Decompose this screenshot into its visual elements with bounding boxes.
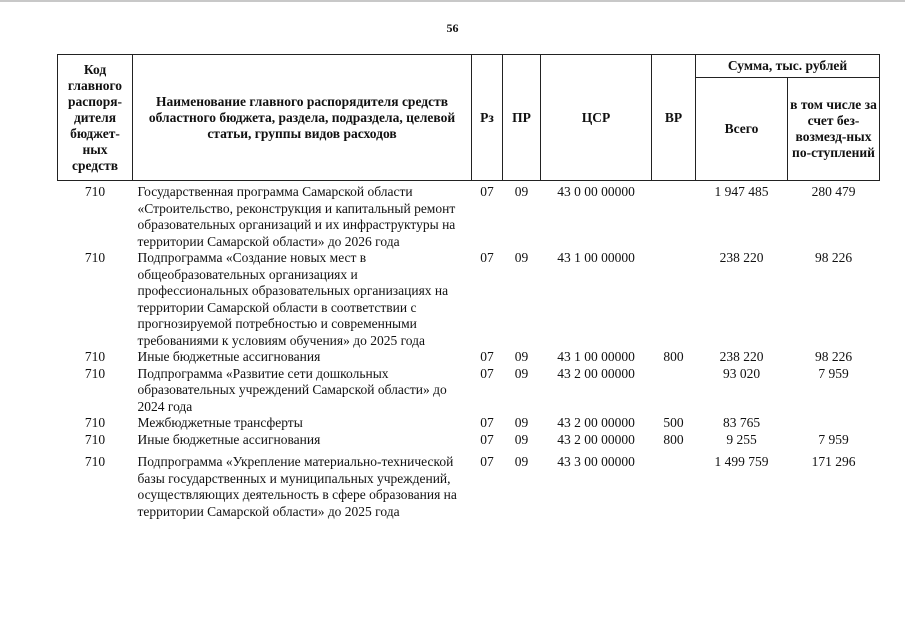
cell-total: 83 765 (722, 415, 761, 430)
cell-rz: 07 (480, 454, 494, 469)
cell-kod: 710 (84, 184, 106, 199)
cell-name: Межбюджетные трансферты (137, 415, 303, 430)
cell-pr: 09 (514, 415, 529, 430)
cell-rz: 07 (480, 250, 494, 265)
cell-rz: 07 (480, 184, 494, 199)
header-sum-group: Сумма, тыс. рублей (696, 55, 880, 78)
cell-csr: 43 2 00 00000 (557, 415, 635, 430)
header-csr: ЦСР (541, 55, 652, 181)
cell-total: 238 220 (719, 349, 764, 364)
cell-total: 9 255 (726, 431, 757, 447)
cell-kod: 710 (84, 250, 106, 265)
table-row (58, 349, 880, 366)
cell-total: 238 220 (719, 250, 764, 265)
cell-csr: 43 0 00 00000 (557, 184, 635, 199)
scan-top-edge (0, 0, 905, 2)
cell-pr: 09 (514, 250, 529, 265)
budget-table (57, 54, 880, 520)
table-body (58, 181, 880, 521)
header-rz: Рз (472, 55, 503, 181)
cell-vr (652, 250, 696, 349)
cell-name: Иные бюджетные ассигнования (137, 431, 321, 447)
header-vr: ВР (652, 55, 696, 181)
cell-pr: 09 (514, 454, 529, 469)
cell-vr: 500 (663, 415, 684, 430)
header-name: Наименование главного распорядителя средств областного бюджета, раздела, подраздела, целевой статьи, группы видов расходов (133, 55, 472, 181)
cell-pr: 09 (514, 365, 529, 381)
table-row (58, 366, 880, 416)
cell-vr (652, 181, 696, 251)
cell-free: 7 959 (818, 431, 849, 447)
cell-vr (652, 366, 696, 416)
cell-free: 98 226 (814, 349, 853, 364)
cell-kod: 710 (84, 349, 106, 364)
table-row (58, 432, 880, 449)
header-kod: Код главного распоря-дителя бюджет-ных средств (58, 55, 133, 181)
cell-free: 7 959 (818, 365, 849, 381)
cell-total: 1 947 485 (714, 184, 769, 199)
cell-kod: 710 (84, 454, 106, 469)
cell-free: 98 226 (814, 250, 853, 265)
cell-free: 171 296 (811, 454, 856, 469)
cell-free (788, 415, 880, 432)
cell-csr: 43 1 00 00000 (557, 250, 635, 265)
cell-vr (652, 448, 696, 520)
cell-rz: 07 (480, 431, 494, 447)
header-pr: ПР (503, 55, 541, 181)
header-total: Всего (696, 78, 788, 181)
cell-vr: 800 (663, 349, 684, 364)
cell-total: 1 499 759 (714, 454, 769, 469)
table-row (58, 415, 880, 432)
cell-name: Государственная программа Самарской области «Строительство, реконструкция и капитальный ремонт образовательных организаций и их инфраструктуры на территории Самарской области» до 2026 года (137, 184, 456, 249)
header-free: в том числе за счет без-возмезд-ных по-ступлений (788, 78, 880, 181)
table-row (58, 448, 880, 520)
cell-rz: 07 (480, 365, 494, 381)
cell-pr: 09 (514, 349, 529, 364)
cell-csr: 43 2 00 00000 (557, 431, 635, 447)
cell-name: Подпрограмма «Развитие сети дошкольных образовательных учреждений Самарской области» до 2024 года (137, 365, 447, 414)
cell-pr: 09 (514, 431, 529, 447)
cell-rz: 07 (480, 349, 494, 364)
cell-kod: 710 (84, 431, 106, 447)
table-row (58, 181, 880, 251)
table-row (58, 250, 880, 349)
cell-csr: 43 3 00 00000 (557, 454, 635, 469)
cell-vr: 800 (663, 431, 684, 447)
cell-name: Подпрограмма «Укрепление материально-технической базы государственных и муниципальных учреждений, осуществляющих деятельность в сфере образования на территории Самарской области» до 2025 года (137, 454, 457, 519)
page-number: 56 (446, 21, 459, 35)
cell-rz: 07 (480, 415, 494, 430)
cell-csr: 43 1 00 00000 (557, 349, 635, 364)
table-header (58, 55, 880, 181)
cell-kod: 710 (84, 415, 106, 430)
cell-csr: 43 2 00 00000 (557, 365, 635, 381)
cell-free: 280 479 (811, 184, 856, 199)
cell-name: Иные бюджетные ассигнования (137, 349, 321, 364)
cell-kod: 710 (84, 365, 106, 381)
cell-pr: 09 (514, 184, 529, 199)
cell-total: 93 020 (722, 365, 761, 381)
cell-name: Подпрограмма «Создание новых мест в общеобразовательных организациях и профессиональных образовательных организациях на территории Самарской области в соответствии с прогнозируемой потребностью и современными требованиями к условиям обучения» до 2025 года (137, 250, 449, 348)
